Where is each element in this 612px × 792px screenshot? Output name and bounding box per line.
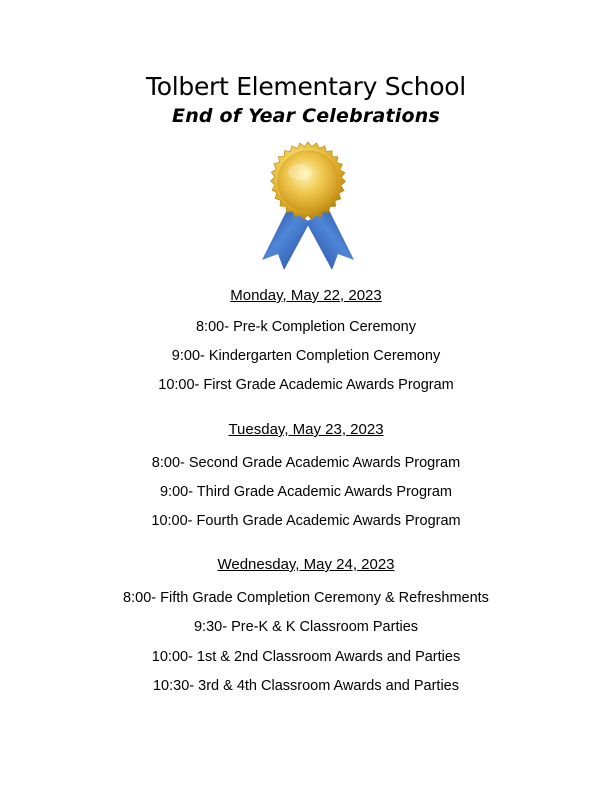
event-item: 8:00- Pre-k Completion Ceremony — [195, 319, 416, 335]
event-item: 9:30- Pre-K & K Classroom Parties — [193, 619, 419, 635]
event-item: 10:00- First Grade Academic Awards Program — [158, 377, 454, 393]
event-item: 8:00- Second Grade Academic Awards Program — [151, 455, 461, 471]
event-item: 8:00- Fifth Grade Completion Ceremony & Refreshments — [123, 590, 489, 606]
page-title: Tolbert Elementary School — [146, 72, 466, 101]
event-item: 10:00- 1st & 2nd Classroom Awards and Parties — [151, 649, 461, 665]
day-heading-monday: Monday, May 22, 2023 — [230, 287, 382, 304]
day-heading-tuesday: Tuesday, May 23, 2023 — [228, 421, 384, 438]
event-item: 9:00- Kindergarten Completion Ceremony — [171, 348, 441, 364]
day-heading-wednesday: Wednesday, May 24, 2023 — [217, 556, 395, 573]
event-item: 9:00- Third Grade Academic Awards Program — [159, 484, 453, 500]
gold-medal-ribbon-icon — [254, 138, 362, 276]
page-subtitle: End of Year Celebrations — [172, 105, 440, 127]
event-item: 10:30- 3rd & 4th Classroom Awards and Parties — [152, 678, 459, 694]
event-item: 10:00- Fourth Grade Academic Awards Program — [151, 513, 461, 529]
